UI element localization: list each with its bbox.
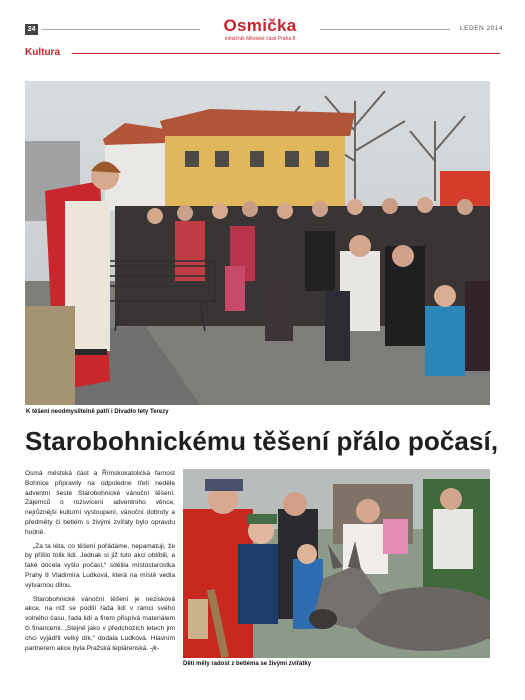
article-paragraph	[25, 595, 175, 654]
article-headline: Starobohnickému těšení přálo počasí,	[25, 426, 499, 456]
masthead-logo	[210, 17, 310, 42]
brand-subtitle: měsíčník Městské části Praha 8	[224, 36, 296, 42]
photo-crowd-illustration	[25, 81, 490, 405]
author-signature: -jk-	[150, 644, 160, 652]
photo-bottom-caption: Děti měly radost z betléma se živými zvířátky	[183, 661, 312, 667]
header-rule-left	[42, 29, 200, 30]
photo-crowd-performance	[25, 81, 490, 405]
photo-nativity-donkey	[183, 469, 490, 658]
photo-top-caption: K těšení neodmyslitelně patří i Divadlo tety Terezy	[26, 409, 169, 415]
section-label: Kultura	[25, 47, 60, 58]
section-rule	[72, 53, 500, 54]
article-body	[25, 469, 175, 657]
brand-title: Osmička	[223, 16, 297, 35]
article-paragraph: Osmá městská část a Římskokatolická farnost Bohnice připravily na odpoledne třetí neděle adventní šesté Starobohnické vánoční těšení. Zájemců o rozsvícení adventního věnce, nejrůznější kulturní vystoupení, vánoční dobroty a předměty či betlém s živými zvířaty bylo opravdu hodně.	[25, 470, 175, 536]
issue-date: LEDEN 2014	[460, 25, 503, 32]
article-paragraph: „Za ta léta, co těšení pořádáme, nepamatuji, že by přišlo tolik lidí. Jednak si již tuto akci oblíbili, a také docela vyšlo počasí,“ sdělila místostarostka Prahy 8 Vladimíra Ludková, která na místě vedla výtvarnou dílnu.	[25, 542, 175, 589]
page-number: 24	[25, 24, 38, 35]
header-rule-right	[320, 29, 450, 30]
paragraph-text: Starobohnické vánoční těšení je nezisková akce, na níž se podílí řada lidí v rámci svého volného času, řada lidí a firem přispívá materiálem či financemi. „Stejně jako v předchozích letech jim chci vyjádřit velký dík,“ dodala Ludková. Hlavním partnerem akce byla Pražská teplárenská.	[25, 595, 175, 652]
page-header	[0, 0, 525, 42]
photo-donkey-illustration	[183, 469, 490, 658]
